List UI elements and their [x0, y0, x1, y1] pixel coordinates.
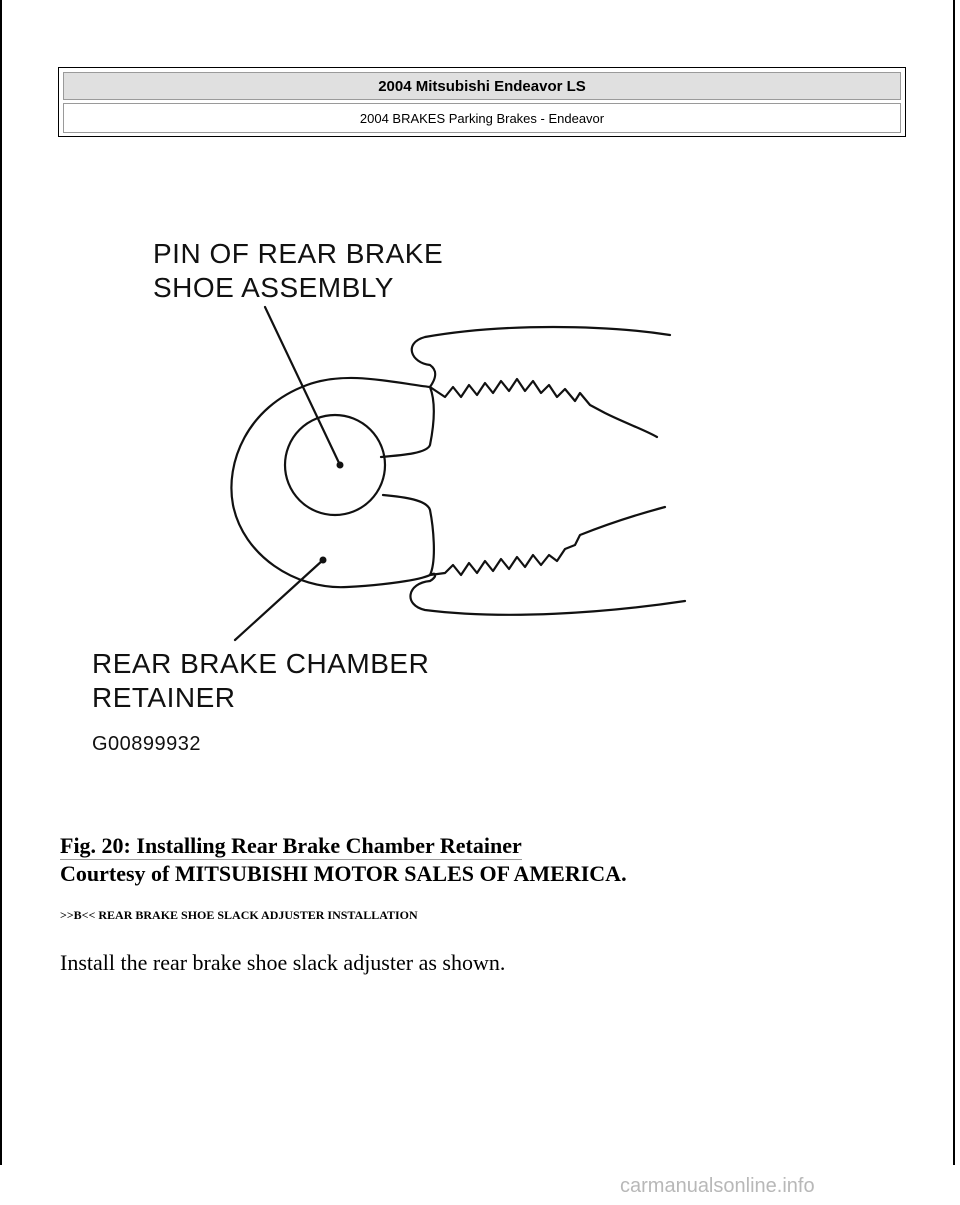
retainer-marker-dot: [320, 557, 327, 564]
page-border-left: [0, 0, 2, 1165]
label-rear-brake-chamber-retainer: REAR BRAKE CHAMBER RETAINER: [92, 648, 430, 713]
plier-jaw-lower: [410, 507, 685, 615]
label-pin-shoe-assembly: PIN OF REAR BRAKE SHOE ASSEMBLY: [153, 238, 444, 303]
brake-retainer-diagram: [85, 225, 705, 780]
figure-caption: [60, 832, 920, 887]
shoe-pin-circle: [285, 415, 385, 515]
figure-code: G00899932: [92, 733, 202, 755]
retainer-outline: [231, 378, 430, 587]
instruction-paragraph: Install the rear brake shoe slack adjuster as shown.: [60, 950, 506, 975]
retainer-inner-lower: [383, 495, 434, 575]
vehicle-title: 2004 Mitsubishi Endeavor LS: [63, 72, 901, 100]
section-heading: >>B<< REAR BRAKE SHOE SLACK ADJUSTER INSTALLATION: [60, 908, 418, 922]
pin-marker-dot: [337, 462, 344, 469]
page-border-right: [953, 0, 955, 1165]
site-watermark: carmanualsonline.info: [620, 1175, 815, 1197]
retainer-inner-upper: [381, 387, 434, 457]
figure-caption-title[interactable]: Fig. 20: Installing Rear Brake Chamber Retainer: [60, 833, 522, 858]
leader-retainer: [235, 560, 323, 640]
document-header: [58, 67, 906, 137]
figure-caption-credit: Courtesy of MITSUBISHI MOTOR SALES OF AMERICA.: [60, 861, 627, 886]
plier-jaw-upper: [412, 327, 670, 437]
section-subtitle: 2004 BRAKES Parking Brakes - Endeavor: [63, 103, 901, 133]
leader-pin: [265, 307, 340, 465]
